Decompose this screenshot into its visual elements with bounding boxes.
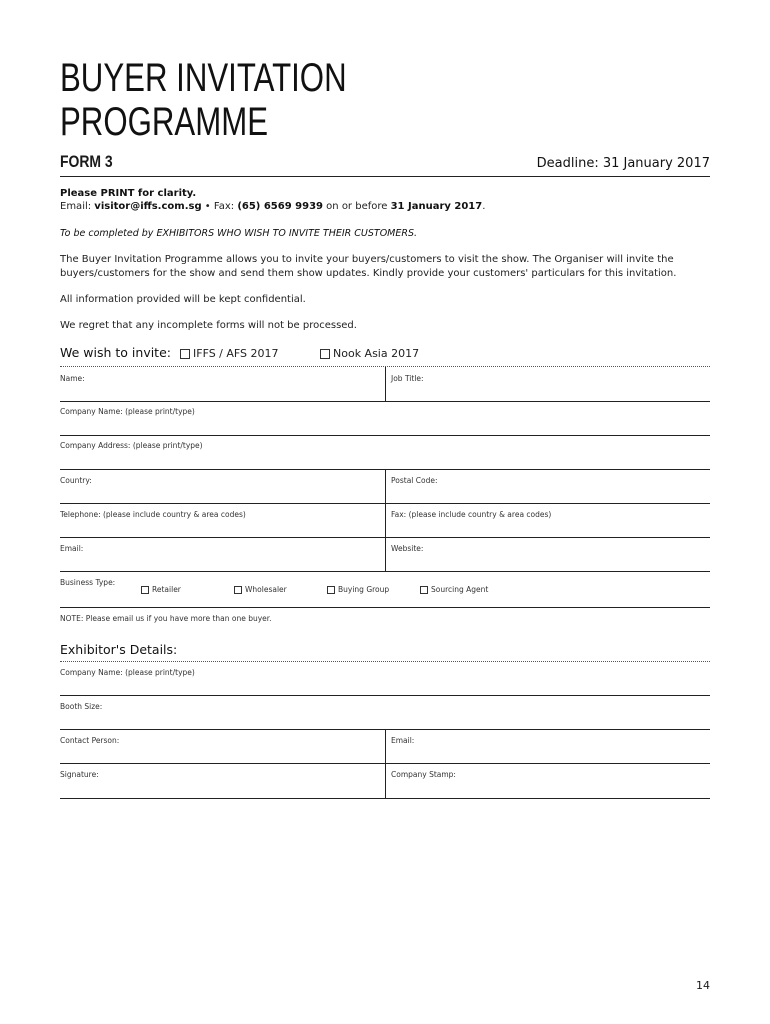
row6-line	[60, 571, 710, 572]
signature-label: Signature:	[60, 770, 99, 779]
contact-person-label: Contact Person:	[60, 736, 120, 745]
row4-divider	[385, 469, 386, 503]
deadline: Deadline: 31 January 2017	[536, 156, 710, 171]
exhibitor-divider	[60, 661, 710, 662]
invite-label: We wish to invite:	[60, 345, 171, 360]
fax-label: • Fax:	[201, 201, 238, 212]
ex-row4-line	[60, 798, 710, 799]
email-field-label: Email:	[60, 544, 84, 553]
checkbox-retailer[interactable]	[141, 586, 149, 594]
ex-row4-divider	[385, 763, 386, 798]
row2-line	[60, 435, 710, 436]
business-type-label: Business Type:	[60, 578, 116, 587]
print-note: Please PRINT for clarity.	[60, 188, 197, 199]
exhibitor-heading: Exhibitor's Details:	[60, 642, 178, 657]
bt-sourcing-agent-label: Sourcing Agent	[431, 585, 489, 594]
title-line-2: PROGRAMME	[60, 100, 269, 144]
bt-retailer[interactable]	[141, 585, 181, 594]
deadline-date: 31 January 2017	[390, 201, 483, 212]
form-number: FORM 3	[60, 152, 113, 171]
form-title	[60, 56, 528, 144]
intro-line-1: The Buyer Invitation Programme allows you to invite your buyers/customers to visit the show. The Organiser will invite the	[60, 254, 674, 265]
multiple-buyer-note: NOTE: Please email us if you have more than one buyer.	[60, 614, 272, 623]
checkbox-wholesaler[interactable]	[234, 586, 242, 594]
row6-divider	[385, 537, 386, 571]
page-number: 14	[696, 979, 710, 992]
option-nook-label: Nook Asia 2017	[333, 347, 420, 360]
email-link[interactable]: visitor@iffs.com.sg	[94, 201, 202, 212]
checkbox-nook[interactable]	[320, 349, 330, 359]
booth-size-label: Booth Size:	[60, 702, 103, 711]
exhibitors-note: To be completed by EXHIBITORS WHO WISH TO INVITE THEIR CUSTOMERS.	[60, 228, 418, 239]
incomplete-note: We regret that any incomplete forms will not be processed.	[60, 320, 357, 331]
exhibitor-company-label: Company Name: (please print/type)	[60, 668, 195, 677]
confidential-note: All information provided will be kept confidential.	[60, 294, 306, 305]
website-label: Website:	[391, 544, 424, 553]
period: .	[482, 201, 486, 212]
intro-paragraph	[60, 253, 710, 281]
checkbox-sourcing-agent[interactable]	[420, 586, 428, 594]
fax-number: (65) 6569 9939	[237, 201, 323, 212]
company-name-label: Company Name: (please print/type)	[60, 407, 195, 416]
option-nook[interactable]	[320, 347, 419, 360]
email-label: Email:	[60, 201, 95, 212]
job-title-label: Job Title:	[391, 374, 424, 383]
bt-wholesaler-label: Wholesaler	[245, 585, 287, 594]
title-line-1: BUYER INVITATION	[60, 56, 347, 100]
intro-line-2: buyers/customers for the show and send them show updates. Kindly provide your customers' particulars for this invitation.	[60, 268, 677, 279]
bt-sourcing-agent[interactable]	[420, 585, 488, 594]
fax-field-label: Fax: (please include country & area codes)	[391, 510, 552, 519]
option-iffs[interactable]	[180, 347, 279, 360]
row5-divider	[385, 503, 386, 537]
row1-line	[60, 401, 710, 402]
ex-row1-line	[60, 695, 710, 696]
bt-wholesaler[interactable]	[234, 585, 287, 594]
row1-divider	[385, 367, 386, 401]
checkbox-buying-group[interactable]	[327, 586, 335, 594]
exhibitor-email-label: Email:	[391, 736, 415, 745]
bt-buying-group-label: Buying Group	[338, 585, 390, 594]
ex-row3-divider	[385, 729, 386, 763]
header-divider	[60, 176, 710, 177]
name-label: Name:	[60, 374, 85, 383]
checkbox-iffs[interactable]	[180, 349, 190, 359]
bt-buying-group[interactable]	[327, 585, 389, 594]
company-address-label: Company Address: (please print/type)	[60, 441, 203, 450]
company-stamp-label: Company Stamp:	[391, 770, 456, 779]
option-iffs-label: IFFS / AFS 2017	[193, 347, 279, 360]
contact-line	[60, 200, 710, 214]
row7-line	[60, 607, 710, 608]
telephone-label: Telephone: (please include country & area codes)	[60, 510, 246, 519]
bt-retailer-label: Retailer	[152, 585, 181, 594]
postal-code-label: Postal Code:	[391, 476, 438, 485]
on-before-text: on or before	[323, 201, 391, 212]
country-label: Country:	[60, 476, 92, 485]
